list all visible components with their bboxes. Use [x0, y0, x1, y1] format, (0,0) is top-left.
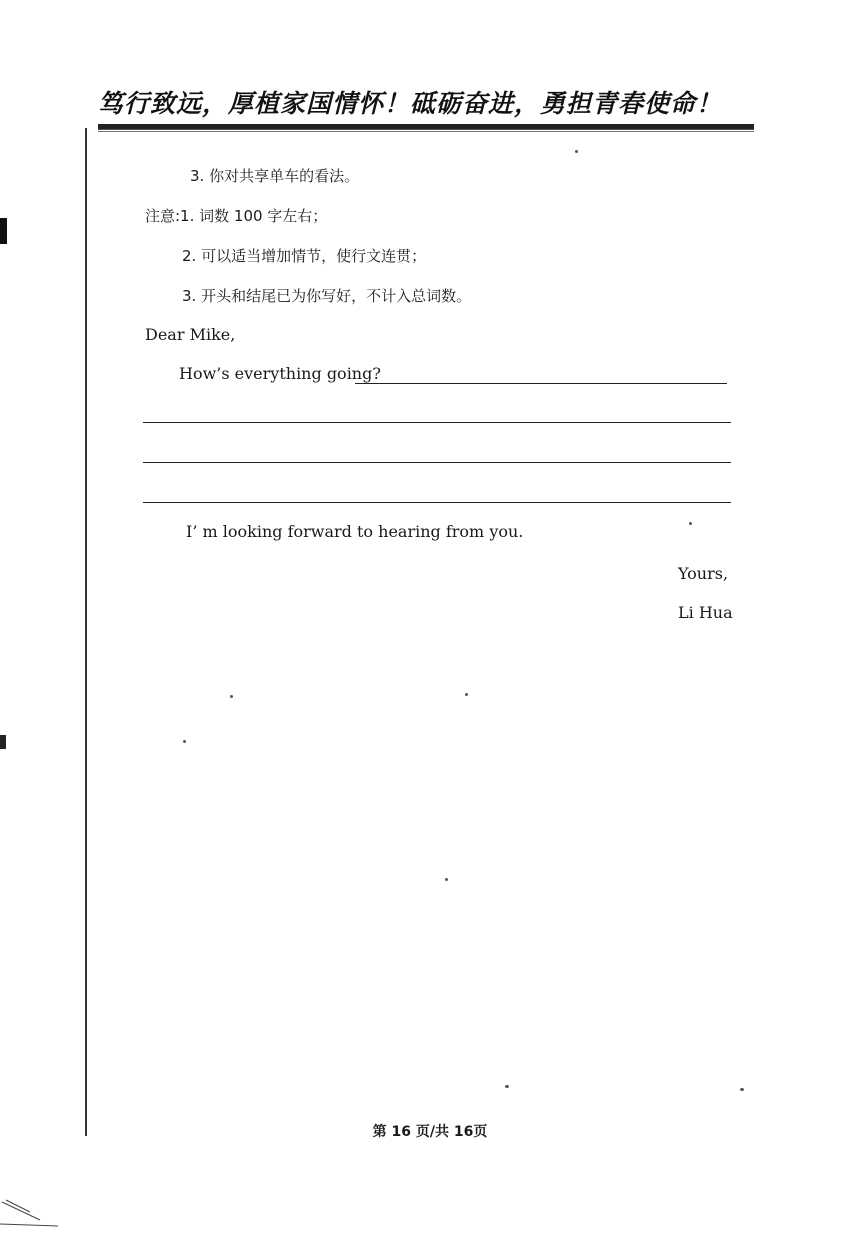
note-2: 2. 可以适当增加情节，使行文连贯； [182, 247, 427, 265]
page-number: 第 16 页/共 16页 [372, 1124, 488, 1140]
letter-signature: Li Hua [678, 603, 733, 622]
letter-opening: How’s everything going? [179, 364, 381, 383]
writing-line [143, 462, 731, 463]
scan-speck [505, 1085, 509, 1088]
note-3: 3. 开头和结尾已为你写好，不计入总词数。 [182, 287, 472, 305]
writing-line [143, 502, 731, 503]
header-rule-thin [98, 131, 754, 132]
binding-margin-line [85, 128, 87, 1136]
writing-line [143, 422, 731, 423]
scan-speck [740, 1088, 744, 1091]
letter-signoff: Yours, [678, 564, 729, 583]
header-motto: 笃行致远，厚植家国情怀！砥砺奋进，勇担青春使命！ [98, 89, 723, 118]
scan-speck [575, 150, 578, 153]
scan-speck [183, 740, 186, 743]
writing-line [355, 383, 727, 384]
scan-edge-mark [0, 735, 6, 749]
letter-closing-line: I’ m looking forward to hearing from you. [186, 522, 524, 541]
scan-corner-scratch [0, 1198, 60, 1228]
prompt-point-3: 3. 你对共享单车的看法。 [190, 167, 360, 185]
scan-edge-mark [0, 218, 21, 244]
scan-speck [689, 522, 692, 525]
scan-speck [445, 878, 448, 881]
scan-speck [465, 693, 468, 696]
notes-label: 注意:1. 词数 100 字左右； [145, 207, 328, 225]
header-rule [98, 124, 754, 130]
letter-greeting: Dear Mike, [145, 325, 236, 344]
scan-speck [230, 695, 233, 698]
